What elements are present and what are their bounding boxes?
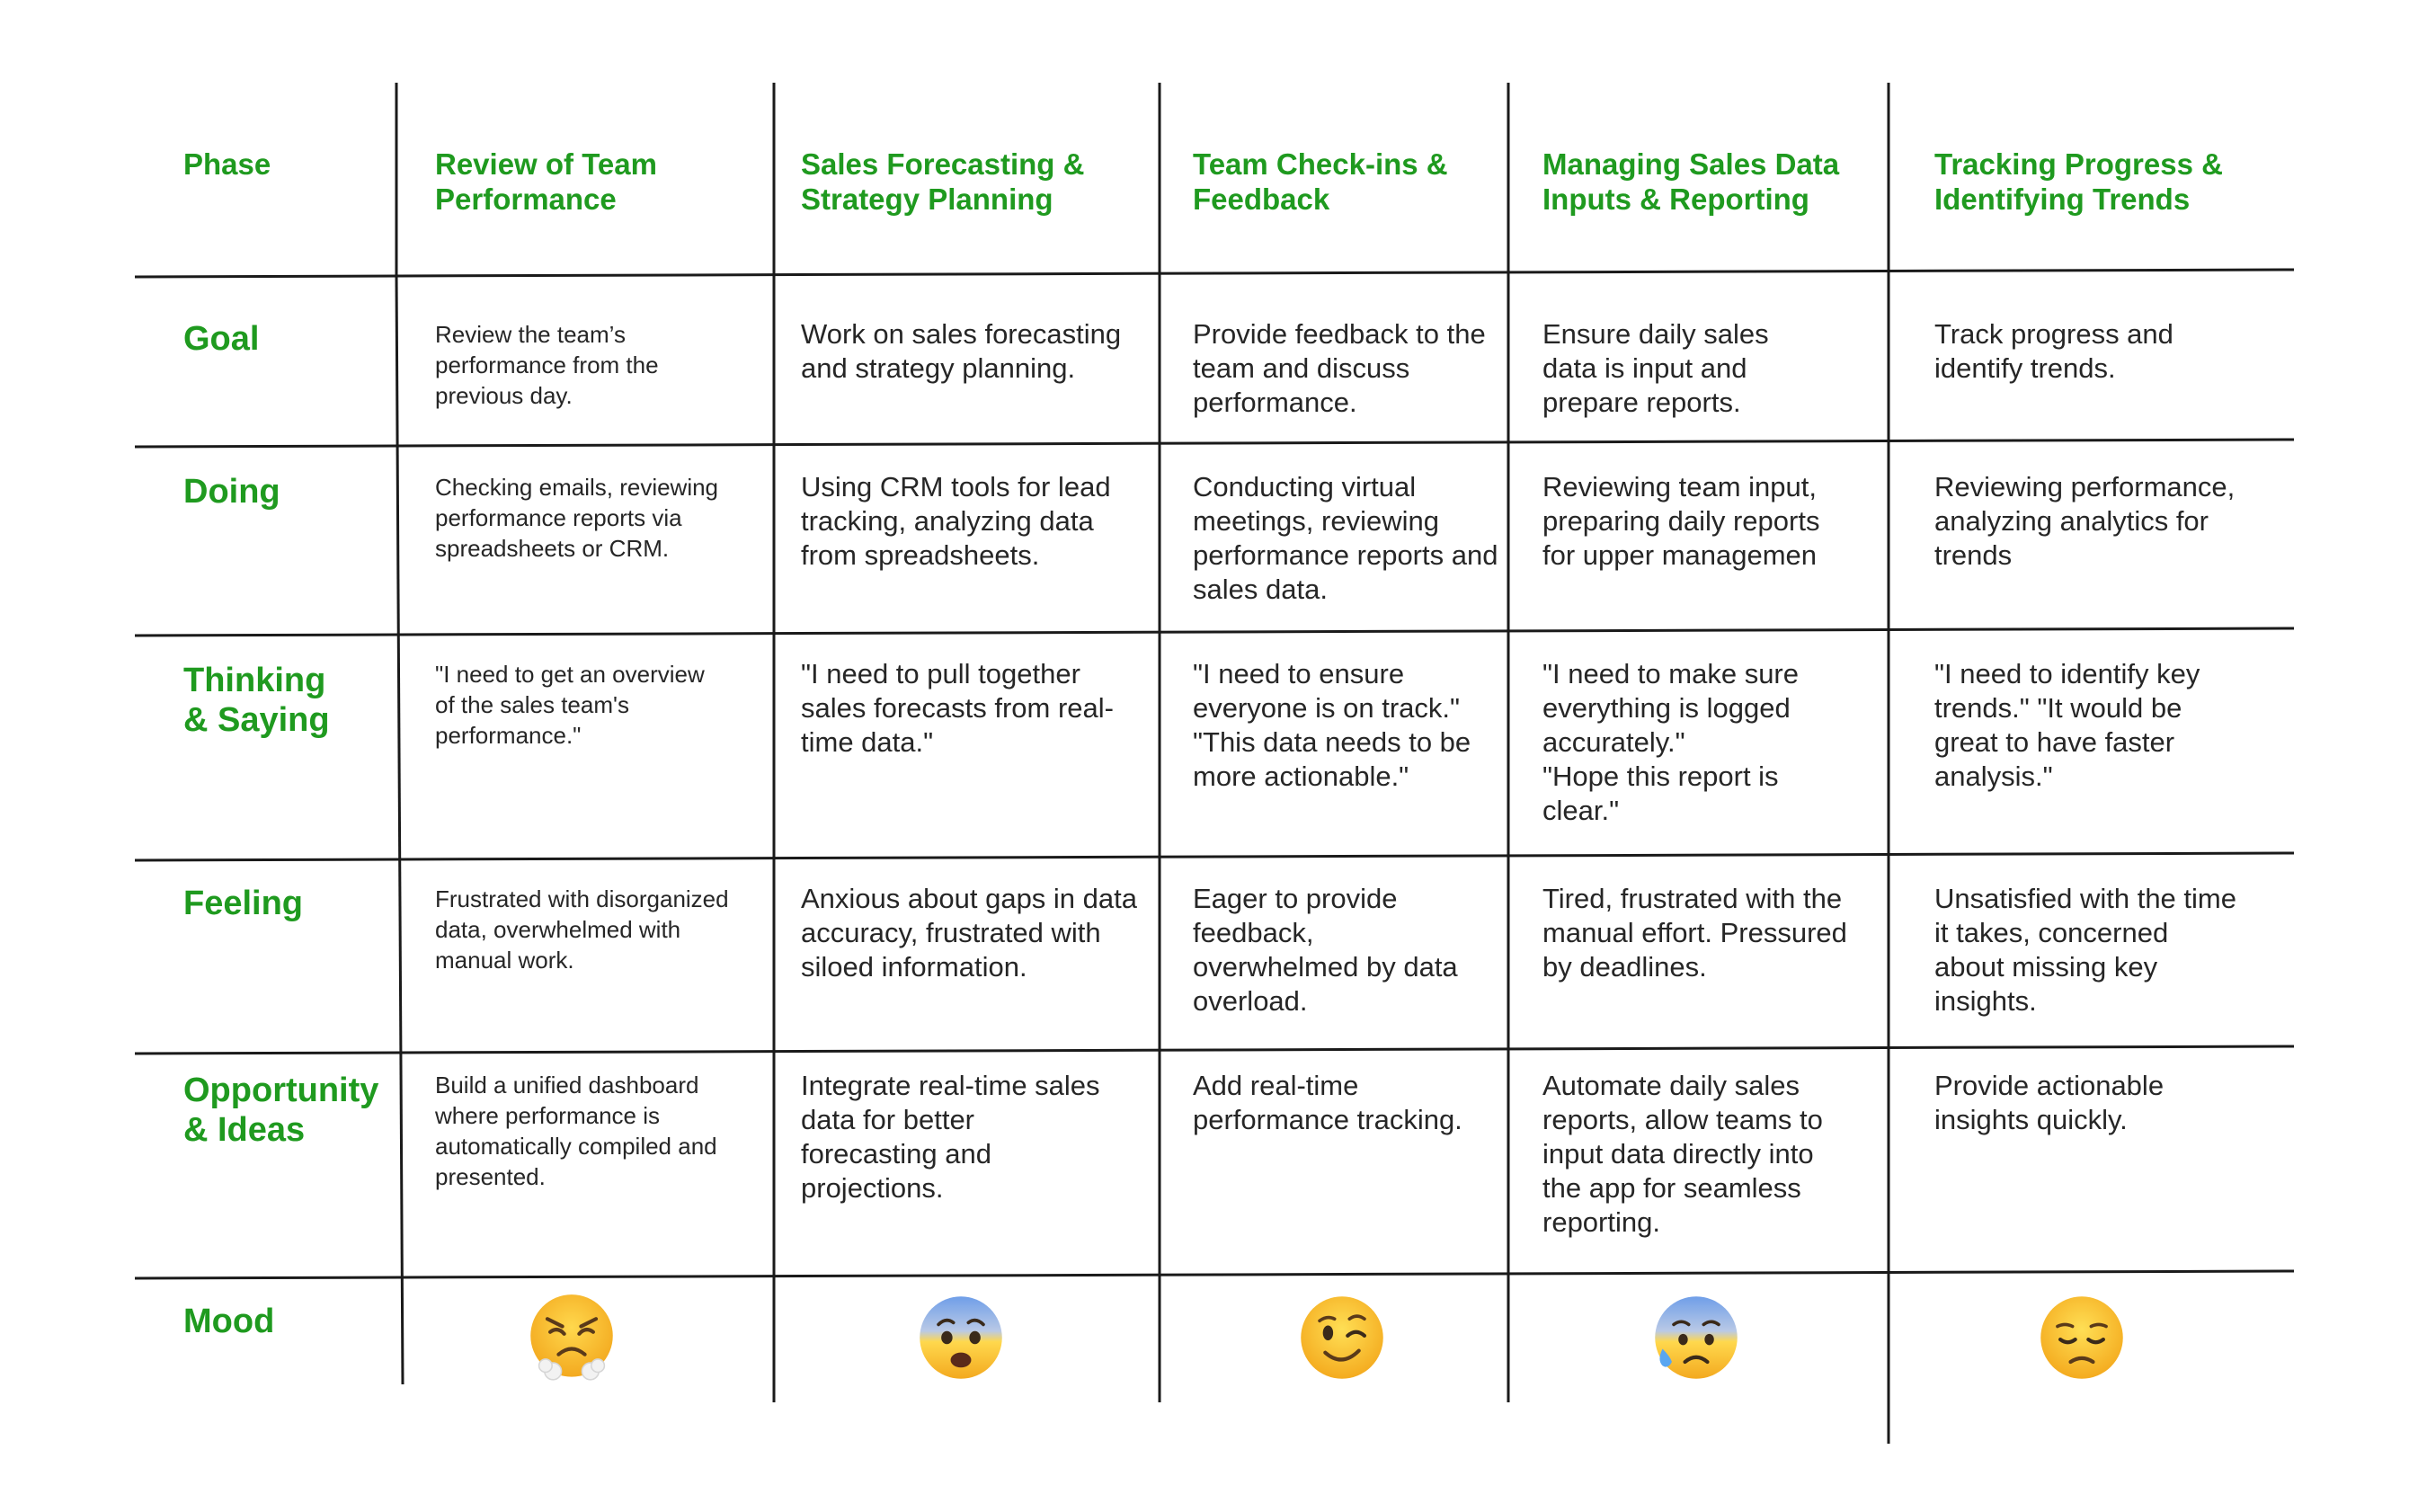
pensive-face-icon (2035, 1291, 2129, 1384)
feeling-cell-2: Anxious about gaps in data accuracy, frustrated with siloed information. (801, 883, 1137, 983)
feeling-cell-5: Unsatisfied with the time it takes, concerned about missing key insights. (1934, 883, 2236, 1017)
doing-cell-5: Reviewing performance, analyzing analytics for trends (1934, 471, 2236, 571)
row-label-doing: Doing (183, 473, 280, 511)
goal-cell-5: Track progress and identify trends. (1934, 318, 2173, 384)
goal-cell-2: Work on sales forecasting and strategy planning. (801, 318, 1122, 384)
goal-cell-1: Review the team’s performance from the previous day. (435, 321, 659, 409)
feeling-cell-1: Frustrated with disorganized data, overwhelmed with manual work. (435, 885, 729, 974)
goal-cell-4: Ensure daily sales data is input and prepare reports. (1542, 318, 1769, 418)
opportunity-cell-3: Add real-time performance tracking. (1193, 1070, 1462, 1135)
feeling-cell-4: Tired, frustrated with the manual effort. Pressured by deadlines. (1542, 883, 1847, 983)
doing-cell-2: Using CRM tools for lead tracking, analyzing data from spreadsheets. (801, 471, 1111, 571)
fearful-face-icon (914, 1291, 1008, 1384)
feeling-cell-3: Eager to provide feedback, overwhelmed by data overload. (1193, 883, 1458, 1017)
opportunity-cell-4: Automate daily sales reports, allow teams to input data directly into the app for seamless reporting. (1542, 1070, 1823, 1238)
doing-cell-4: Reviewing team input, preparing daily reports for upper managemen (1542, 471, 1820, 571)
steam-from-nose-face-icon (525, 1291, 618, 1384)
thinking-cell-2: "I need to pull together sales forecasts from real-time data." (801, 658, 1114, 758)
doing-cell-1: Checking emails, reviewing performance reports via spreadsheets or CRM. (435, 474, 719, 562)
row-label-opportunity: Opportunity & Ideas (183, 1072, 379, 1149)
row-label-mood: Mood (183, 1303, 275, 1340)
thinking-cell-5: "I need to identify key trends." "It would be great to have faster analysis." (1934, 658, 2200, 792)
row-label-feeling: Feeling (183, 885, 304, 922)
winking-face-icon (1295, 1291, 1389, 1384)
anxious-sweat-face-icon (1649, 1291, 1743, 1384)
row-label-thinking: Thinking & Saying (183, 662, 330, 739)
opportunity-cell-1: Build a unified dashboard where performance is automatically compiled and presented. (435, 1072, 717, 1190)
row-label-goal: Goal (183, 320, 260, 358)
thinking-cell-4: "I need to make sure everything is logged accurately." "Hope this report is clear." (1542, 658, 1799, 826)
phase-header-1: Review of Team Performance (435, 147, 657, 216)
doing-cell-3: Conducting virtual meetings, reviewing performance reports and sales data. (1193, 471, 1498, 605)
phase-header-5: Tracking Progress & Identifying Trends (1934, 147, 2223, 216)
thinking-cell-3: "I need to ensure everyone is on track." "This data needs to be more actionable." (1193, 658, 1471, 792)
thinking-cell-1: "I need to get an overview of the sales team's performance." (435, 661, 705, 749)
phase-header-2: Sales Forecasting & Strategy Planning (801, 147, 1085, 216)
goal-cell-3: Provide feedback to the team and discuss performance. (1193, 318, 1486, 418)
opportunity-cell-2: Integrate real-time sales data for better forecasting and projections. (801, 1070, 1100, 1204)
phase-header-3: Team Check-ins & Feedback (1193, 147, 1448, 216)
phase-header-4: Managing Sales Data Inputs & Reporting (1542, 147, 1840, 216)
opportunity-cell-5: Provide actionable insights quickly. (1934, 1070, 2165, 1135)
phase-label: Phase (183, 147, 271, 181)
